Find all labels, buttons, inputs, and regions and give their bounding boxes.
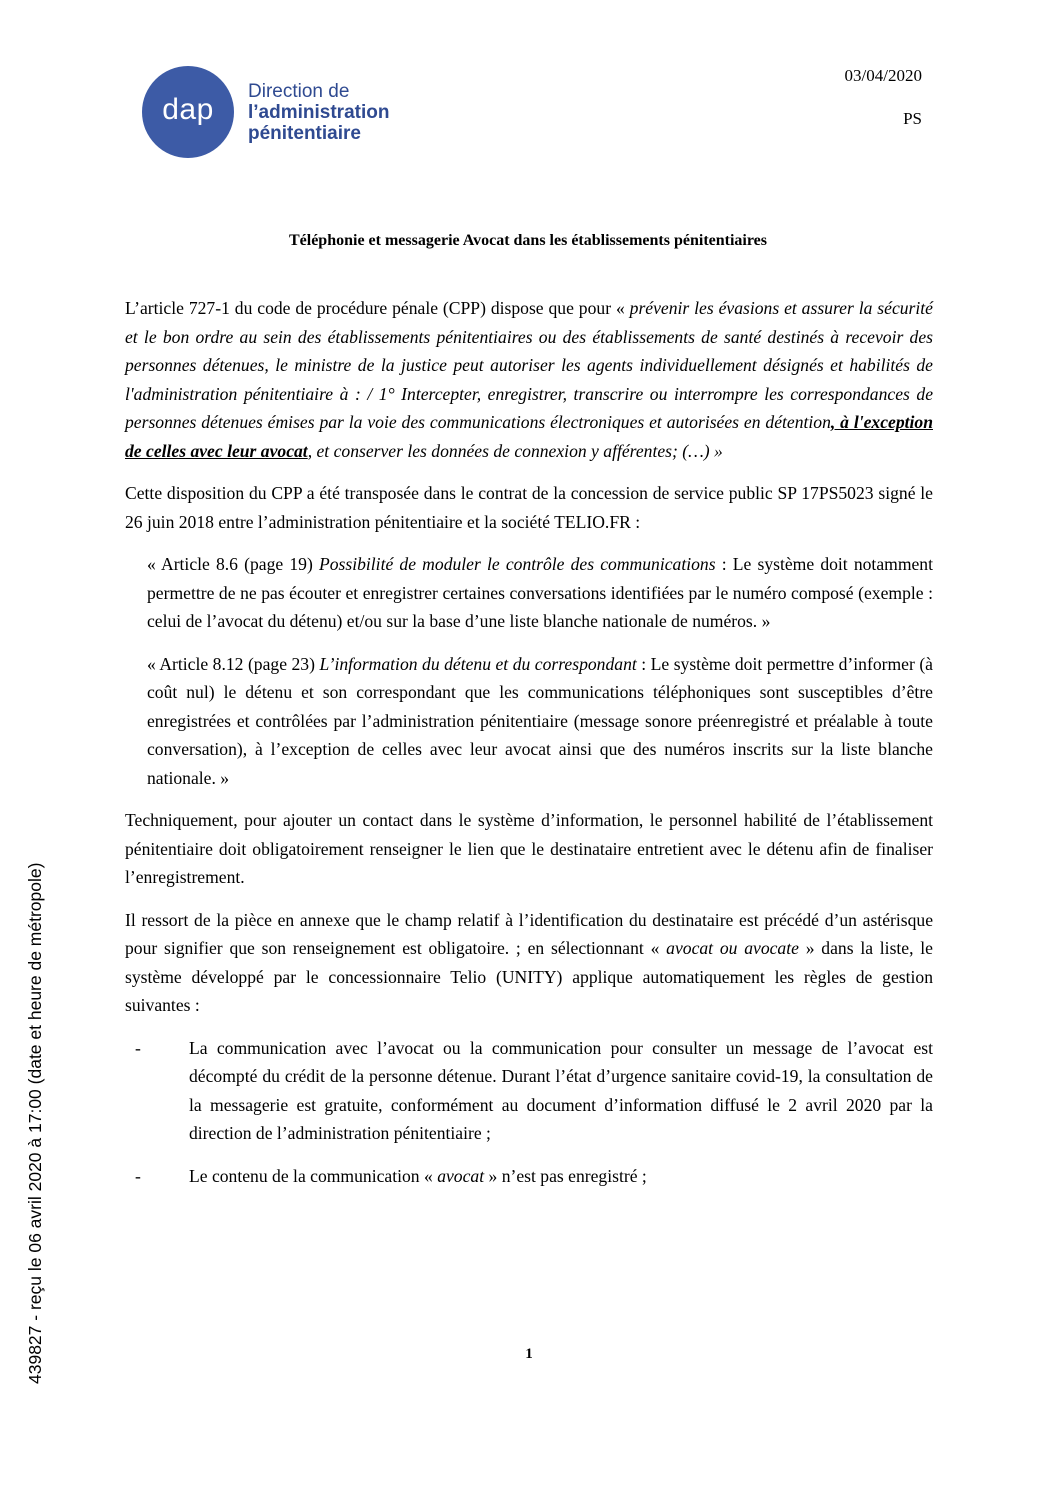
q1-ref: « Article 8.6 (page 19): [147, 554, 319, 574]
p4-text-end: » dans la liste, le système développé par le concessionnaire Telio (UNITY) applique automatiquement les règles de gestion suivantes :: [125, 938, 933, 1015]
q1-text: : Le système doit notamment permettre de ne pas écouter et enregistrer certaines conversations identifiées par le numéro composé (exemple : celui de l’avocat du détenu) et/ou sur la base d’une liste blanche nationale de numéros. »: [147, 554, 933, 631]
paragraph-annexe: [125, 906, 933, 1020]
paragraph-concession: Cette disposition du CPP a été transposée dans le contrat de la concession de service public SP 17PS5023 signé le 26 juin 2018 entre l’administration pénitentiaire et la société TELIO.FR :: [125, 483, 933, 532]
document-title: [125, 232, 931, 250]
b2-text-end: » n’est pas enregistré ;: [484, 1165, 647, 1186]
bullet-dash: -: [135, 1165, 141, 1186]
dap-logo: [142, 66, 389, 158]
q2-text: : Le système doit permettre d’informer (à coût nul) le détenu et son correspondant que les communications téléphoniques sont susceptibles d’être enregistrées et contrôlées par l’administration pénitentiaire (message sonore préenregistré et préalable à toute conversation), à l’exception de celles avec leur avocat ainsi que des numéros inscrits sur la liste blanche nationale. »: [147, 653, 933, 788]
author-initials: PS: [903, 109, 922, 128]
bullet-dash: -: [135, 1037, 141, 1058]
document-body: [125, 294, 933, 1204]
p4-text: Il ressort de la pièce en annexe que le champ relatif à l’identification du destinataire est précédé d’un astérisque pour signifier que son renseignement est obligatoire. ; en sélectionnant «: [125, 909, 933, 958]
page-number: 1: [525, 1346, 533, 1362]
quote-article-8-6: [147, 550, 933, 636]
logo-abbr: dap: [162, 93, 214, 126]
list-item: [125, 1034, 933, 1148]
quote-article-8-12: [147, 650, 933, 793]
paragraph-article-727-1: [125, 294, 933, 465]
list-item: [125, 1162, 933, 1191]
q2-heading: L’information du détenu et du correspondant: [319, 653, 637, 674]
logo-line-1: Direction de: [248, 80, 350, 102]
logo-text: [248, 81, 389, 144]
reception-stamp: 439827 - reçu le 06 avril 2020 à 17:00 (date et heure de métropole): [25, 862, 45, 1384]
q2-ref: « Article 8.12 (page 23): [147, 653, 320, 674]
title-text: Téléphonie et messagerie Avocat dans les établissements pénitentiaires: [288, 232, 768, 249]
q1-heading: Possibilité de moduler le contrôle des communications: [318, 554, 716, 574]
p1-underlined-exception: , à l'exception de celles avec leur avocat: [125, 412, 933, 461]
bullet-text-1: La communication avec l’avocat ou la communication pour consulter un message de l’avocat est décompté du crédit de la personne détenue. Durant l’état d’urgence sanitaire covid-19, la consultation de la messagerie est gratuite, conformément au document d’information diffusé le 2 avril 2020 par la direction de l’administration pénitentiaire ;: [189, 1037, 933, 1143]
p1-quote-end: , et conserver les données de connexion y afférentes; (…) »: [307, 440, 723, 461]
bullet-text-2: [189, 1162, 933, 1191]
p1-text: L’article 727-1 du code de procédure pénale (CPP) dispose que pour «: [125, 298, 630, 318]
b2-italic: avocat: [437, 1165, 485, 1186]
document-date: 03/04/2020: [844, 66, 922, 85]
logo-line-3: pénitentiaire: [248, 122, 361, 144]
logo-circle: [142, 66, 234, 158]
paragraph-technique: Techniquement, pour ajouter un contact dans le système d’information, le personnel habilité de l’établissement pénitentiaire doit obligatoirement renseigner le lien que le destinataire entretient avec le détenu afin de finaliser l’enregistrement.: [125, 810, 933, 887]
logo-line-2: l’administration: [248, 101, 390, 123]
p4-italic: avocat ou avocate: [666, 938, 799, 958]
b2-text: Le contenu de la communication «: [189, 1165, 438, 1186]
p1-quote: prévenir les évasions et assurer la sécurité et le bon ordre au sein des établissements pénitentiaires ou des établissements de santé destinés à recevoir des personnes détenues, le ministre de la justice peut autoriser les agents individuellement désignés et habilités de l'administration pénitentiaire à : / 1° Intercepter, enregistrer, transcrire ou interrompre les correspondances de personnes détenues émises par la voie des communications électroniques et autorisées en détention: [125, 298, 933, 432]
